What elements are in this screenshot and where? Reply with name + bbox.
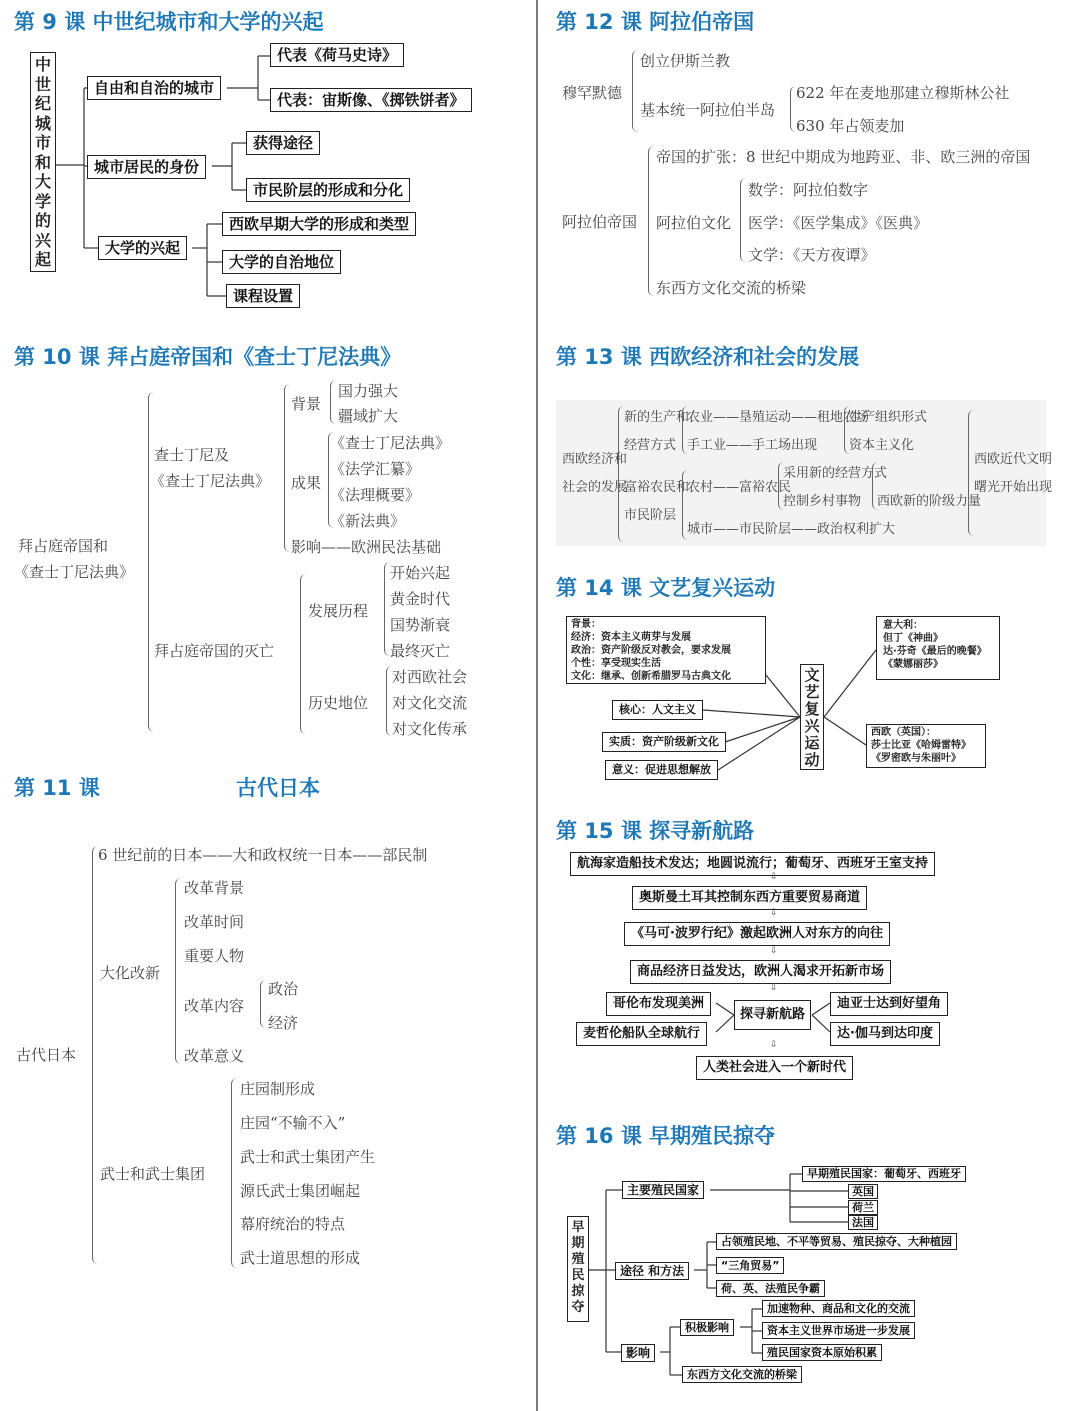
lesson10-node-a1: 查士丁尼及 (154, 446, 230, 464)
lesson15-arrow-1: ⇩ (770, 872, 778, 882)
lesson11-title-name: 古代日本 (236, 776, 320, 800)
lesson15-step4: 商品经济日益发达，欧洲人渴求开拓新市场 (630, 960, 891, 984)
lesson9-node-way: 获得途径 (246, 131, 320, 155)
lesson16-positive: 积极影响 (680, 1319, 734, 1336)
lesson14-italy-line: 但丁《神曲》 (883, 633, 943, 644)
lesson10-node-dev: 发展历程 (308, 602, 369, 620)
lesson14-center-char: 艺 (804, 683, 820, 701)
lesson15-arrow-5: ⇩ (770, 1040, 778, 1050)
lesson11-bracket-root (92, 846, 101, 1264)
lesson10-p3: 对文化传承 (392, 720, 468, 738)
lesson15-arrow-2: ⇩ (770, 908, 778, 918)
lesson16-c4: 法国 (848, 1215, 878, 1230)
lesson12-title: 第 12 课 阿拉伯帝国 (556, 10, 755, 34)
lesson13-f5: 西欧新的阶级力量 (877, 494, 982, 509)
lesson12-c3: 文学：《天方夜谭》 (748, 246, 876, 264)
lesson14-italy-line: 意大利： (883, 620, 923, 631)
lesson11-t4a: 政治 (268, 980, 299, 998)
lesson13-f3: 采用新的经营方式 (783, 466, 888, 481)
lesson11-root: 古代日本 (16, 1046, 77, 1064)
lesson10-r3: 《法理概要》 (330, 486, 421, 504)
lesson14-italy-box (876, 616, 1000, 680)
lesson13-n2: 经营方式 (624, 438, 677, 453)
lesson9-vchar: 起 (34, 250, 51, 269)
lesson10-d4: 最终灭亡 (390, 642, 451, 660)
lesson11-b2: 庄园“不输不入” (240, 1114, 346, 1132)
lesson12-bracket-e2 (740, 178, 747, 262)
lesson11-t4: 改革内容 (184, 997, 245, 1015)
lesson15-columbus: 哥伦布发现美洲 (606, 992, 711, 1016)
lesson10-root-line2: 《查士丁尼法典》 (14, 563, 135, 581)
lesson9-vchar: 的 (34, 211, 51, 230)
lesson9-node-u1: 西欧早期大学的形成和类型 (222, 212, 416, 236)
lesson14-core: 核心：人文主义 (612, 700, 703, 720)
lesson9-vchar: 学 (34, 191, 51, 211)
lesson11-bracket-bushi (231, 1078, 239, 1268)
lesson15-gama: 达·伽马到达印度 (830, 1022, 940, 1046)
lesson14-center-char: 复 (804, 700, 820, 718)
lesson11-taika: 大化改新 (100, 964, 161, 982)
lesson14-center-char: 文 (804, 666, 820, 684)
lesson16-title: 第 16 课 早期殖民掠夺 (556, 1124, 776, 1148)
lesson15-magellan: 麦哲伦船队全球航行 (576, 1022, 707, 1046)
lesson13-rur: 农村——富裕农民 (687, 480, 792, 495)
lesson16-c3: 荷兰 (848, 1200, 878, 1215)
lesson14-england-line: 西欧（英国）： (871, 727, 936, 738)
lesson16-c2: 英国 (848, 1184, 878, 1199)
lesson12-e3: 东西方文化交流的桥梁 (656, 279, 807, 297)
lesson13-out2: 曙光开始出现 (974, 480, 1053, 495)
lesson9-node-rep1: 代表《荷马史诗》 (270, 43, 404, 67)
lesson14-essence: 实质：资产阶级新文化 (602, 732, 726, 752)
lesson9-node-rep2: 代表：宙斯像、《掷铁饼者》 (270, 88, 472, 112)
lesson10-bg2: 疆域扩大 (338, 407, 399, 425)
lesson10-node-res: 成果 (291, 474, 322, 492)
lesson9-node-resident: 城市居民的身份 (87, 155, 206, 179)
lesson14-bg-line: 个性：享受现实生活 (571, 658, 661, 669)
lesson15-center: 探寻新航路 (734, 1000, 811, 1030)
lesson9-node-univ: 大学的兴起 (98, 236, 187, 260)
lesson9-node-u3: 课程设置 (226, 284, 300, 308)
lesson14-title: 第 14 课 文艺复兴运动 (556, 576, 776, 600)
lesson14-italy-line: 达·芬奇《最后的晚餐》 (883, 646, 987, 657)
lesson9-vertical-title (30, 52, 56, 272)
lesson11-title: 第 11 课 (14, 776, 100, 800)
lesson13-title: 第 13 课 西欧经济和社会的发展 (556, 345, 860, 369)
lesson12-emp: 阿拉伯帝国 (562, 213, 638, 231)
lesson13-ind: 手工业——手工场出现 (687, 438, 818, 453)
lesson15-step2: 奥斯曼土耳其控制东西方重要贸易商道 (632, 886, 867, 910)
lesson15-step3: 《马可·波罗行纪》激起欧洲人对东方的向往 (624, 922, 890, 946)
lesson16-vchar: 期 (571, 1236, 585, 1251)
lesson16-main: 主要殖民国家 (622, 1181, 704, 1199)
lesson9-vchar: 中 (34, 55, 51, 74)
lesson12-m1: 创立伊斯兰教 (640, 52, 731, 70)
lesson14-center-char: 运 (804, 734, 820, 752)
lesson12-m2: 基本统一阿拉伯半岛 (640, 101, 776, 119)
lesson13-n3: 富裕农民和 (624, 480, 690, 495)
lesson10-inf: 影响——欧洲民法基础 (291, 538, 442, 556)
lesson13-bracket-out (968, 410, 974, 536)
lesson11-t1: 改革背景 (184, 879, 245, 897)
lesson14-bg-line: 政治：资产阶级反对教会，要求发展 (571, 645, 731, 656)
lesson14-england-line: 《罗密欧与朱丽叶》 (871, 753, 961, 764)
lesson11-b5: 幕府统治的特点 (240, 1215, 346, 1233)
lesson10-node-fall: 拜占庭帝国的灭亡 (154, 642, 275, 660)
lesson16-influence: 影响 (621, 1344, 655, 1362)
lesson12-m2b: 630 年占领麦加 (796, 117, 905, 135)
lesson13-urb: 城市——市民阶层——政治权利扩大 (687, 522, 896, 537)
lesson10-d3: 国势渐衰 (390, 616, 451, 634)
lesson13-root2: 社会的发展 (562, 480, 628, 495)
lesson10-root-line1: 拜占庭帝国和 (18, 537, 109, 555)
lesson15-arrow-3: ⇩ (770, 946, 778, 956)
lesson16-vchar: 掠 (571, 1284, 585, 1299)
lesson14-italy-line: 《蒙娜丽莎》 (883, 659, 943, 670)
lesson13-f4: 控制乡村事物 (783, 494, 862, 509)
lesson16-w3: 荷、英、法殖民争霸 (716, 1280, 825, 1297)
lesson12-e2: 阿拉伯文化 (656, 214, 732, 232)
lesson14-meaning: 意义：促进思想解放 (605, 760, 718, 780)
lesson13-root1: 西欧经济和 (562, 452, 628, 467)
lesson15-dias: 迪亚士达到好望角 (830, 992, 948, 1016)
lesson16-p1: 加速物种、商品和文化的交流 (762, 1300, 915, 1317)
lesson16-p4: 东西方文化交流的桥梁 (682, 1366, 802, 1383)
lesson10-title: 第 10 课 拜占庭帝国和《查士丁尼法典》 (14, 345, 402, 369)
lesson11-t5: 改革意义 (184, 1047, 245, 1065)
lesson10-p2: 对文化交流 (392, 694, 468, 712)
lesson10-bracket-fall (300, 574, 308, 734)
lesson10-bracket-bg (330, 380, 337, 424)
lesson13-f2: 资本主义化 (849, 438, 915, 453)
lesson11-pre: 6 世纪前的日本——大和政权统一日本——部民制 (98, 846, 428, 864)
lesson11-b3: 武士和武士集团产生 (240, 1148, 376, 1166)
lesson15-new-era: 人类社会进入一个新时代 (696, 1056, 853, 1080)
lesson14-bg-line: 背景： (571, 619, 601, 630)
lesson15-step1: 航海家造船技术发达；地圆说流行；葡萄牙、西班牙王室支持 (570, 852, 935, 876)
lesson16-w1: 占领殖民地、不平等贸易、殖民掠夺、大种植园 (716, 1233, 957, 1250)
lesson13-n1: 新的生产和 (624, 410, 690, 425)
lesson14-center-node (800, 664, 824, 770)
lesson9-vchar: 市 (34, 133, 51, 152)
lesson10-p1: 对西欧社会 (392, 668, 468, 686)
lesson14-background-box (566, 616, 766, 684)
lesson10-d1: 开始兴起 (390, 564, 451, 582)
lesson10-r4: 《新法典》 (330, 512, 406, 530)
lesson9-vchar: 大 (34, 172, 51, 191)
lesson12-c2: 医学：《医学集成》《医典》 (748, 214, 929, 232)
lesson11-bracket-taika (175, 878, 183, 1064)
lesson9-node-u2: 大学的自治地位 (222, 250, 341, 274)
lesson16-vchar: 早 (571, 1220, 585, 1235)
lesson11-t4b: 经济 (268, 1014, 299, 1032)
lesson16-c1: 早期殖民国家：葡萄牙、西班牙 (802, 1166, 966, 1182)
lesson16-vchar: 殖 (571, 1252, 585, 1267)
lesson9-vchar: 纪 (34, 94, 51, 113)
lesson13-out1: 西欧近代文明 (974, 452, 1053, 467)
lesson14-center-char: 动 (804, 751, 820, 769)
lesson11-b1: 庄园制形成 (240, 1080, 316, 1098)
lesson10-r2: 《法学汇纂》 (330, 460, 421, 478)
lesson14-england-line: 莎士比亚《哈姆雷特》 (871, 740, 971, 751)
lesson12-muh: 穆罕默德 (562, 84, 623, 102)
lesson16-vchar: 夺 (571, 1300, 585, 1315)
lesson14-center-char: 兴 (804, 717, 820, 735)
lesson14-bg-line: 经济：资本主义萌芽与发展 (571, 632, 691, 643)
lesson15-arrow-4: ⇩ (770, 983, 778, 993)
lesson10-node-a2: 《查士丁尼法典》 (150, 472, 271, 490)
lesson10-bg1: 国力强大 (338, 382, 399, 400)
lesson10-node-pos: 历史地位 (308, 694, 369, 712)
lesson16-vertical-title (567, 1216, 589, 1322)
lesson10-d2: 黄金时代 (390, 590, 451, 608)
lesson11-bushi: 武士和武士集团 (100, 1165, 206, 1183)
lesson9-vchar: 兴 (34, 230, 51, 250)
lesson10-node-bg: 背景 (291, 395, 322, 413)
lesson16-way: 途径 和方法 (615, 1262, 689, 1280)
lesson15-title: 第 15 课 探寻新航路 (556, 819, 755, 843)
lesson11-b4: 源氏武士集团崛起 (240, 1182, 361, 1200)
lesson12-m2a: 622 年在麦地那建立穆斯林公社 (796, 84, 1010, 102)
lesson10-bracket-root (148, 392, 157, 732)
lesson12-bracket-emp (648, 146, 656, 296)
lesson12-c1: 数学：阿拉伯数字 (748, 181, 869, 199)
lesson12-bracket-muh (632, 50, 640, 132)
lesson9-title: 第 9 课 中世纪城市和大学的兴起 (14, 10, 324, 34)
lesson11-t2: 改革时间 (184, 913, 245, 931)
lesson9-vchar: 城 (34, 113, 51, 133)
lesson9-node-city: 自由和自治的城市 (87, 76, 221, 100)
lesson11-b6: 武士道思想的形成 (240, 1249, 361, 1267)
lesson9-vchar: 世 (34, 74, 51, 94)
lesson16-w2: “三角贸易” (716, 1257, 784, 1274)
lesson13-f1: 生产组织形式 (849, 410, 928, 425)
lesson9-node-class: 市民阶层的形成和分化 (246, 178, 410, 202)
lesson16-vchar: 民 (571, 1268, 585, 1283)
lesson11-bracket-t4 (260, 980, 267, 1028)
lesson12-e1: 帝国的扩张：8 世纪中期成为地跨亚、非、欧三洲的帝国 (656, 148, 1031, 166)
lesson10-r1: 《查士丁尼法典》 (330, 434, 451, 452)
lesson16-p3: 殖民国家资本原始积累 (762, 1344, 882, 1361)
lesson14-bg-line: 文化：继承、创新希腊罗马古典文化 (571, 671, 731, 682)
lesson13-n4: 市民阶层 (624, 508, 677, 523)
lesson13-agr: 农业——垦殖运动——租地农场 (687, 410, 870, 425)
lesson9-vchar: 和 (34, 152, 51, 172)
lesson16-p2: 资本主义世界市场进一步发展 (762, 1322, 915, 1339)
lesson14-england-box (866, 724, 986, 768)
lesson11-t3: 重要人物 (184, 947, 245, 965)
